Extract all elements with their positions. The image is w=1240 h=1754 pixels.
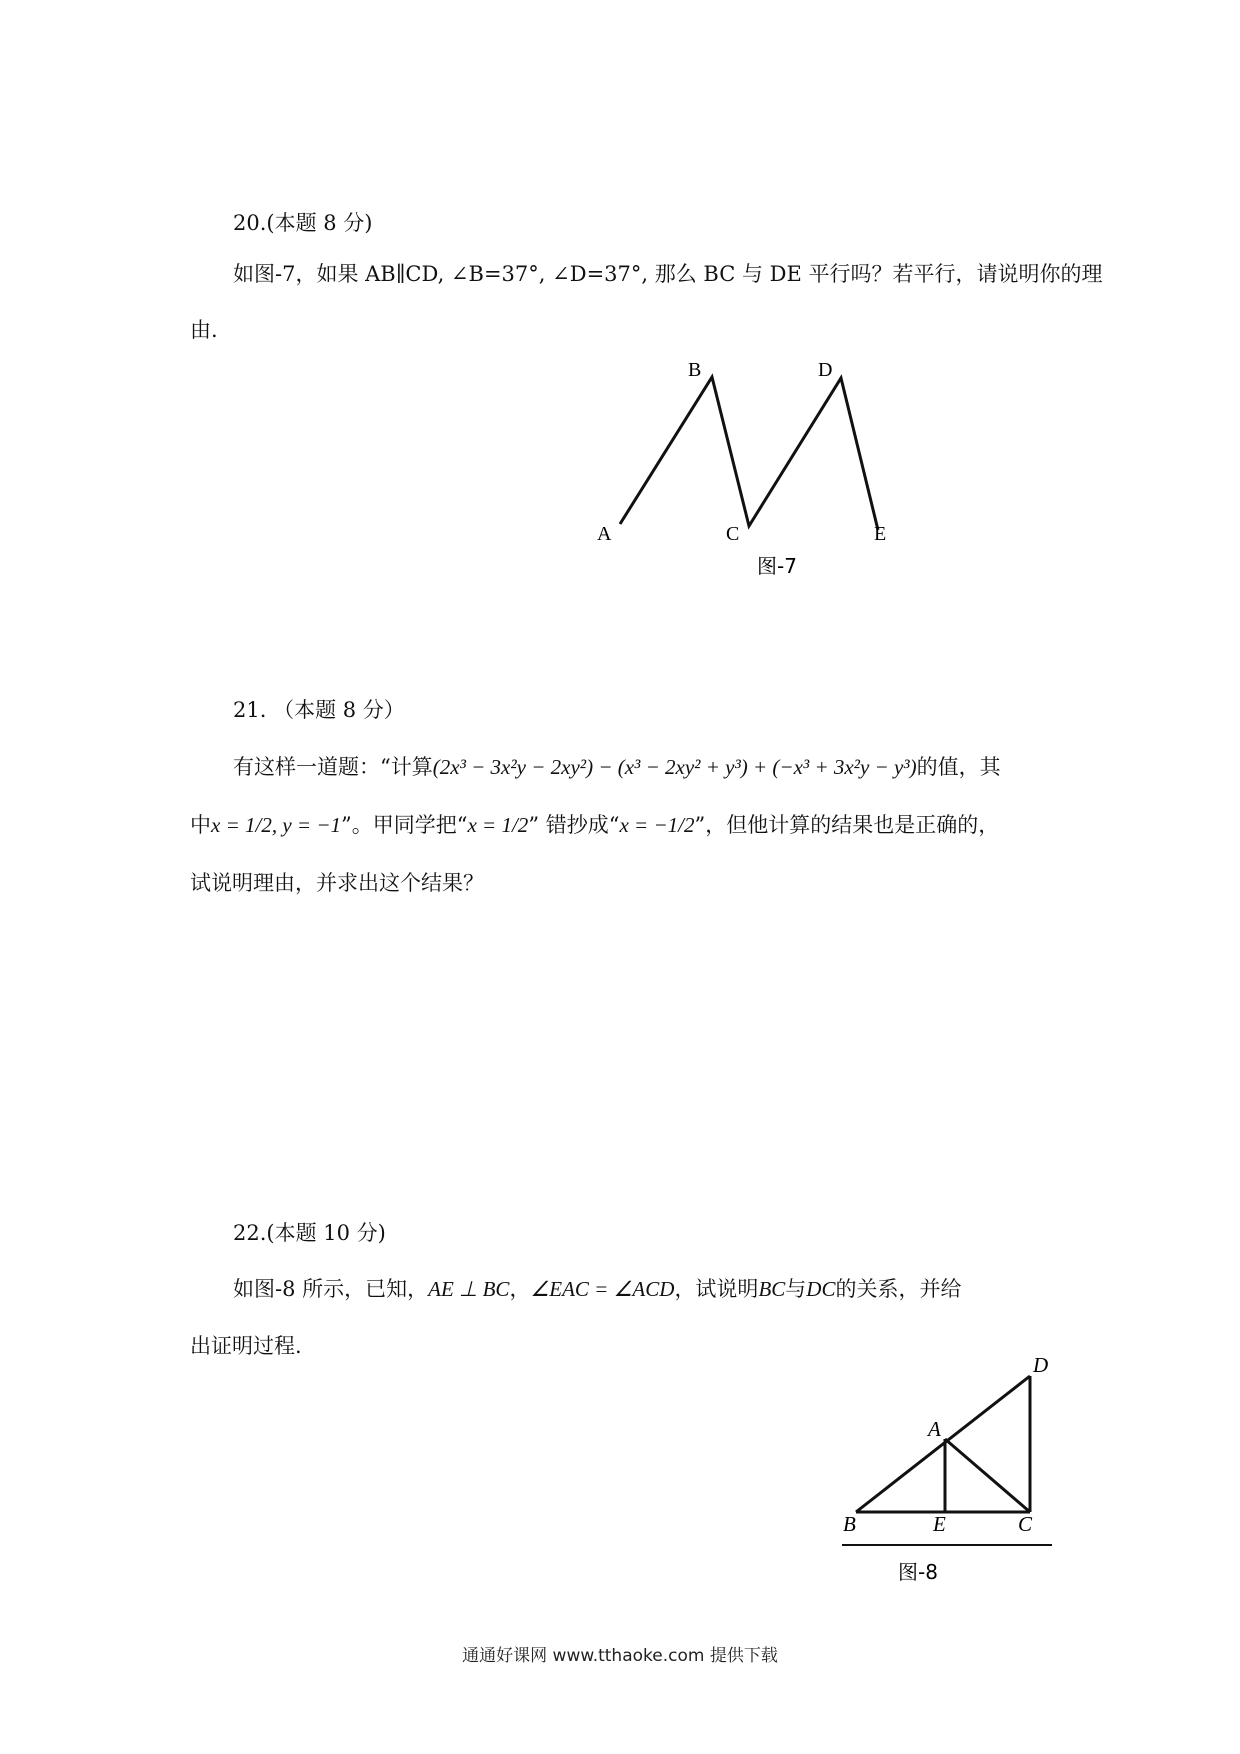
q22-line1-b: ，试说明 bbox=[674, 1277, 759, 1301]
q21-text-line1 bbox=[233, 757, 1001, 778]
q21-text-line3: 试说明理由，并求出这个结果？ bbox=[190, 871, 484, 895]
q20-text-line1: 如图-7，如果 AB∥CD, ∠B=37°, ∠D=37°, 那么 BC 与 DE 平行吗？若平行，请说明你的理 bbox=[233, 262, 1103, 286]
fig8-segment-ac bbox=[945, 1439, 1030, 1512]
q21-line2-a: 中 bbox=[190, 813, 211, 837]
q21-condition-3: x = −1/2 bbox=[619, 813, 695, 837]
q22-condition-1: AE ⊥ BC bbox=[428, 1277, 510, 1301]
q21-text-line2 bbox=[190, 815, 999, 836]
q22-heading: 22.(本题 10 分) bbox=[233, 1221, 386, 1245]
q21-line1-text: 有这样一道题：“计算 bbox=[233, 755, 433, 779]
fig7-caption: 图-7 bbox=[757, 554, 797, 578]
q22-bc: BC bbox=[758, 1277, 786, 1301]
fig8-caption: 图-8 bbox=[898, 1560, 938, 1584]
q20-heading: 20.(本题 8 分) bbox=[233, 211, 373, 235]
q22-line1-a: 如图-8 所示，已知， bbox=[233, 1277, 429, 1301]
q21-condition-1: x = 1/2, y = −1 bbox=[211, 813, 341, 837]
fig8-label-d: D bbox=[1033, 1353, 1049, 1377]
q21-expression: (2x³ − 3x²y − 2xy²) − (x³ − 2xy² + y³) + (−x³ + 3x²y − y³) bbox=[432, 755, 917, 779]
q22-text-line2: 出证明过程. bbox=[190, 1334, 302, 1358]
q21-line1-tail: 的值，其 bbox=[916, 755, 1001, 779]
fig7-label-d: D bbox=[818, 359, 833, 381]
fig7-label-c: C bbox=[726, 523, 740, 545]
q22-and: 与 bbox=[785, 1277, 807, 1301]
fig8-label-b: B bbox=[843, 1512, 856, 1536]
fig8-label-e: E bbox=[933, 1512, 946, 1536]
q22-dc: DC bbox=[806, 1277, 836, 1301]
fig8-label-a: A bbox=[928, 1417, 941, 1441]
fig8-label-c: C bbox=[1018, 1512, 1033, 1536]
figure-7-zigzag bbox=[620, 377, 878, 530]
q21-line2-c: ” 错抄成“ bbox=[528, 813, 620, 837]
q20-text-line2: 由. bbox=[190, 318, 218, 342]
q22-condition-2: ∠EAC = ∠ACD bbox=[530, 1277, 675, 1301]
q22-line1-c: 的关系，并给 bbox=[835, 1277, 962, 1301]
page-footer: 通通好课网 www.tthaoke.com 提供下载 bbox=[462, 1646, 778, 1666]
q21-line2-d: ”，但他计算的结果也是正确的， bbox=[694, 813, 1000, 837]
q22-sep: ， bbox=[509, 1277, 531, 1301]
fig7-label-a: A bbox=[597, 523, 612, 545]
q22-text-line1 bbox=[233, 1279, 961, 1300]
fig8-segment-bd bbox=[856, 1376, 1030, 1512]
q21-heading: 21. （本题 8 分） bbox=[233, 698, 405, 722]
q21-condition-2: x = 1/2 bbox=[467, 813, 529, 837]
fig7-label-b: B bbox=[688, 359, 702, 381]
fig7-label-e: E bbox=[874, 523, 887, 545]
q21-line2-b: ”。甲同学把“ bbox=[341, 813, 468, 837]
